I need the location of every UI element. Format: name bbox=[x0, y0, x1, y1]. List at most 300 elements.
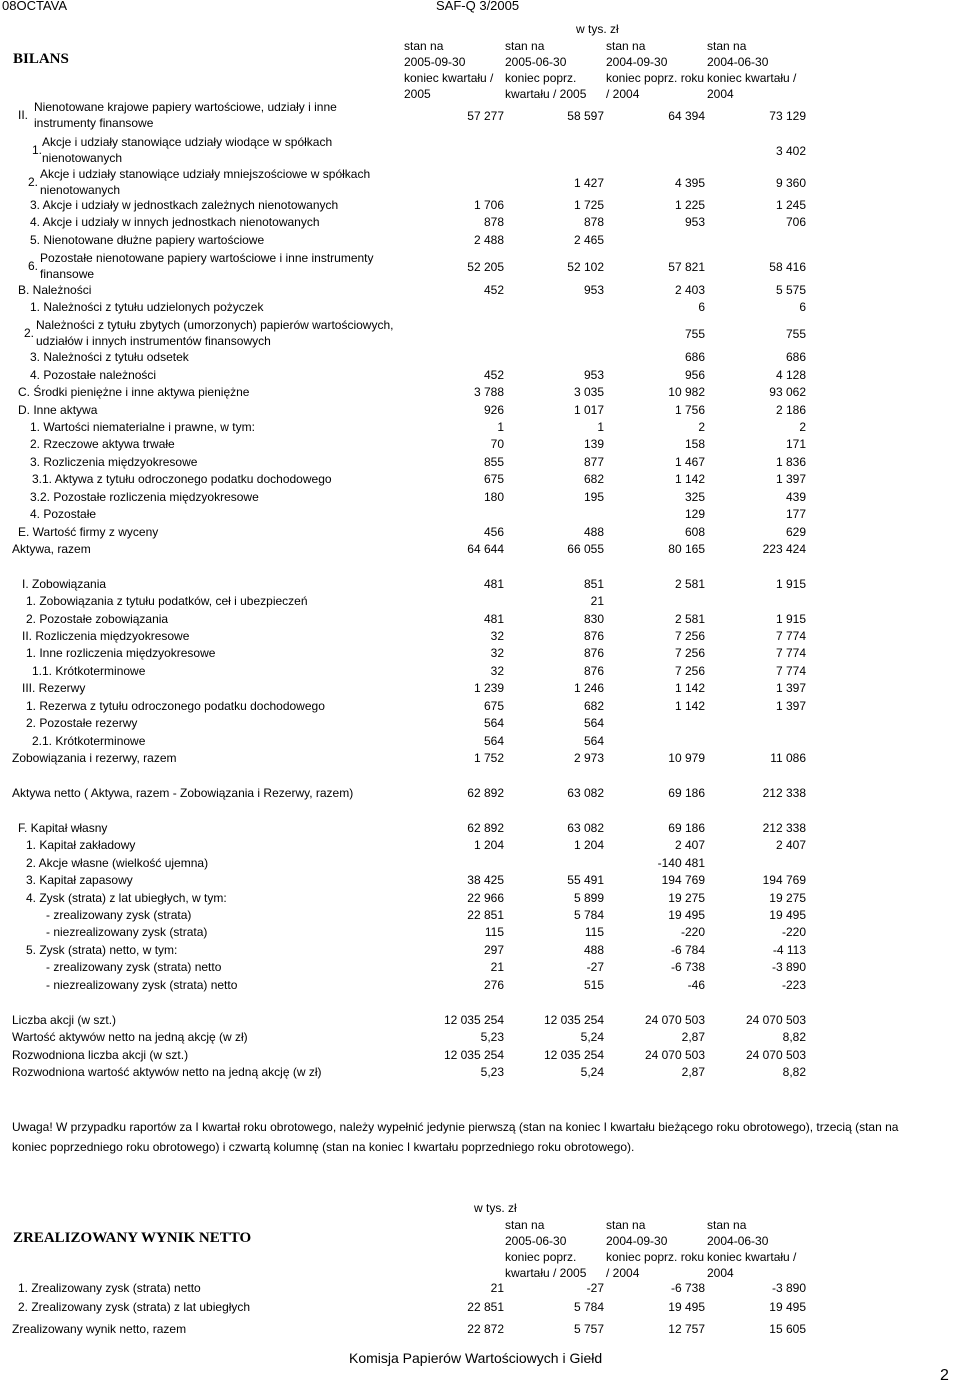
cell-value: 755 bbox=[684, 327, 705, 341]
cell-value: 7 774 bbox=[775, 629, 806, 643]
cell-value: 7 256 bbox=[674, 646, 705, 660]
table-row bbox=[0, 664, 960, 680]
table-row bbox=[0, 891, 960, 907]
cell-value: 63 082 bbox=[567, 786, 604, 800]
cell-value: 452 bbox=[483, 368, 504, 382]
table-row bbox=[0, 594, 960, 610]
cell-value: 682 bbox=[583, 699, 604, 713]
cell-value: 686 bbox=[684, 350, 705, 364]
column-header-line: koniec kwartału / bbox=[707, 71, 797, 85]
cell-value: 2 465 bbox=[573, 233, 604, 247]
row-label: 2. Zrealizowany zysk (strata) z lat ubiegłych bbox=[18, 1300, 251, 1314]
column-header-line: 2004 bbox=[707, 87, 734, 101]
row-label: 2. Pozostałe zobowiązania bbox=[26, 612, 169, 626]
cell-value: 5 575 bbox=[775, 283, 806, 297]
cell-value: 1 246 bbox=[573, 681, 604, 695]
cell-value: 1 756 bbox=[674, 403, 705, 417]
cell-value: 21 bbox=[490, 960, 504, 974]
cell-value: 2 973 bbox=[573, 751, 604, 765]
row-label: II. Rozliczenia międzyokresowe bbox=[22, 629, 190, 643]
cell-value: 2 407 bbox=[674, 838, 705, 852]
cell-value: 55 491 bbox=[567, 873, 604, 887]
cell-value: 21 bbox=[590, 594, 604, 608]
table-row bbox=[0, 100, 960, 130]
table-row bbox=[0, 734, 960, 750]
cell-value: 32 bbox=[490, 646, 504, 660]
table-row bbox=[0, 507, 960, 523]
cell-value: 755 bbox=[785, 327, 806, 341]
row-label: nienotowanych bbox=[40, 183, 121, 197]
column-header-line: / 2004 bbox=[606, 1266, 640, 1280]
cell-value: 830 bbox=[583, 612, 604, 626]
table-row bbox=[0, 167, 960, 197]
row-label: Nienotowane krajowe papiery wartościowe, udziały i inne bbox=[34, 100, 337, 114]
cell-value: 564 bbox=[483, 734, 504, 748]
column-header-line: stan na bbox=[606, 39, 646, 53]
table-row bbox=[0, 368, 960, 384]
cell-value: 855 bbox=[483, 455, 504, 469]
table-row bbox=[0, 978, 960, 994]
cell-value: 139 bbox=[583, 437, 604, 451]
row-label: Zrealizowany wynik netto, razem bbox=[12, 1322, 187, 1336]
cell-value: 2 581 bbox=[674, 577, 705, 591]
row-label: Pozostałe nienotowane papiery wartościowe i inne instrumenty bbox=[40, 251, 374, 265]
column-header-line: koniec kwartału / bbox=[707, 1250, 797, 1264]
row-label: III. Rezerwy bbox=[22, 681, 86, 695]
cell-value: 180 bbox=[483, 490, 504, 504]
row-label: 1. Inne rozliczenia międzyokresowe bbox=[26, 646, 216, 660]
cell-value: -220 bbox=[781, 925, 806, 939]
cell-value: 1 bbox=[597, 420, 604, 434]
row-label: Aktywa, razem bbox=[12, 542, 91, 556]
row-label: 2. Pozostałe rezerwy bbox=[26, 716, 138, 730]
cell-value: 1 142 bbox=[674, 681, 705, 695]
cell-value: 62 892 bbox=[467, 786, 504, 800]
cell-value: 953 bbox=[583, 283, 604, 297]
cell-value: 2 186 bbox=[775, 403, 806, 417]
cell-value: 93 062 bbox=[769, 385, 806, 399]
cell-value: 682 bbox=[583, 472, 604, 486]
cell-value: 5,23 bbox=[480, 1030, 504, 1044]
cell-value: 675 bbox=[483, 699, 504, 713]
cell-value: 1 397 bbox=[775, 699, 806, 713]
column-header-line: stan na bbox=[707, 39, 747, 53]
cell-value: 629 bbox=[785, 525, 806, 539]
cell-value: 19 275 bbox=[769, 891, 806, 905]
cell-value: 686 bbox=[785, 350, 806, 364]
table-row bbox=[0, 403, 960, 419]
row-label: Akcje i udziały stanowiące udziały wiodące w spółkach bbox=[42, 135, 333, 149]
row-label: Liczba akcji (w szt.) bbox=[12, 1013, 117, 1027]
cell-value: 158 bbox=[684, 437, 705, 451]
table-row bbox=[0, 1300, 960, 1316]
table-row bbox=[0, 716, 960, 732]
table-row bbox=[0, 681, 960, 697]
cell-value: 1 467 bbox=[674, 455, 705, 469]
row-label: nienotowanych bbox=[42, 151, 123, 165]
table-row bbox=[0, 960, 960, 976]
cell-value: 12 035 254 bbox=[443, 1013, 504, 1027]
row-label: 3.2. Pozostałe rozliczenia międzyokresowe bbox=[30, 490, 259, 504]
note-text: Uwaga! W przypadku raportów za I kwartał roku obrotowego, należy wypełnić jedynie pierwszą (stan na koniec I kwartału bieżącego roku obrotowego), trzecią (stan na koniec poprzedniego roku obrotowego) i czwartą kolumnę (stan na koniec I kwartału poprzedniego roku obrotowego). bbox=[12, 1120, 899, 1154]
cell-value: 3 788 bbox=[473, 385, 504, 399]
table-row bbox=[0, 908, 960, 924]
row-label: 4. Pozostałe należności bbox=[30, 368, 157, 382]
column-header-line: koniec poprz. bbox=[505, 1250, 577, 1264]
footer-text: Komisja Papierów Wartościowych i Giełd bbox=[349, 1350, 603, 1366]
column-header-line: koniec poprz. roku bbox=[606, 1250, 705, 1264]
column-header-line: 2004-09-30 bbox=[606, 55, 668, 69]
cell-value: -3 890 bbox=[771, 1281, 806, 1295]
cell-value: 22 851 bbox=[467, 908, 504, 922]
cell-value: 38 425 bbox=[467, 873, 504, 887]
row-label: 1. Rezerwa z tytułu odroczonego podatku dochodowego bbox=[26, 699, 325, 713]
row-label: 2. Rzeczowe aktywa trwałe bbox=[30, 437, 175, 451]
cell-value: 5,24 bbox=[580, 1030, 604, 1044]
cell-value: 12 035 254 bbox=[543, 1013, 604, 1027]
column-header-line: 2005-06-30 bbox=[505, 1234, 567, 1248]
cell-value: 8,82 bbox=[782, 1030, 806, 1044]
row-label: Zobowiązania i rezerwy, razem bbox=[12, 751, 177, 765]
cell-value: 19 495 bbox=[769, 908, 806, 922]
cell-value: 1 225 bbox=[674, 198, 705, 212]
cell-value: 1 427 bbox=[573, 176, 604, 190]
cell-value: 223 424 bbox=[762, 542, 806, 556]
table-row bbox=[0, 612, 960, 628]
cell-value: 876 bbox=[583, 629, 604, 643]
row-label: - zrealizowany zysk (strata) bbox=[46, 908, 192, 922]
cell-value: 876 bbox=[583, 664, 604, 678]
cell-value: 1 142 bbox=[674, 699, 705, 713]
cell-value: 63 082 bbox=[567, 821, 604, 835]
table-row bbox=[0, 1048, 960, 1064]
cell-value: 706 bbox=[785, 215, 806, 229]
row-label: E. Wartość firmy z wyceny bbox=[18, 525, 159, 539]
cell-value: 10 979 bbox=[668, 751, 705, 765]
column-header-line: stan na bbox=[505, 1218, 545, 1232]
cell-value: 4 395 bbox=[674, 176, 705, 190]
row-label: 5. Nienotowane dłużne papiery wartościowe bbox=[30, 233, 265, 247]
cell-value: 62 892 bbox=[467, 821, 504, 835]
cell-value: 12 035 254 bbox=[543, 1048, 604, 1062]
table-row bbox=[0, 925, 960, 941]
cell-value: 11 086 bbox=[770, 751, 806, 765]
cell-value: 608 bbox=[684, 525, 705, 539]
table-row bbox=[0, 300, 960, 316]
bilans-title: BILANS bbox=[13, 51, 69, 67]
cell-value: 2 bbox=[799, 420, 806, 434]
bilans-unit: w tys. zł bbox=[576, 22, 619, 36]
wynik-unit: w tys. zł bbox=[474, 1201, 517, 1215]
cell-value: 195 bbox=[583, 490, 604, 504]
cell-value: -140 481 bbox=[657, 856, 705, 870]
row-label: B. Należności bbox=[18, 283, 92, 297]
wynik-title: ZREALIZOWANY WYNIK NETTO bbox=[13, 1230, 252, 1246]
row-label: Rozwodniona wartość aktywów netto na jedną akcję (w zł) bbox=[12, 1065, 322, 1079]
cell-value: 115 bbox=[584, 925, 604, 939]
cell-value: 1 142 bbox=[674, 472, 705, 486]
table-row bbox=[0, 577, 960, 593]
cell-value: 926 bbox=[483, 403, 504, 417]
cell-value: 851 bbox=[583, 577, 604, 591]
cell-value: 70 bbox=[490, 437, 504, 451]
cell-value: 10 982 bbox=[668, 385, 705, 399]
row-label: 5. Zysk (strata) netto, w tym: bbox=[26, 943, 178, 957]
table-row bbox=[0, 350, 960, 366]
column-header-line: 2004-06-30 bbox=[707, 1234, 769, 1248]
cell-value: 19 275 bbox=[668, 891, 705, 905]
cell-value: 2,87 bbox=[681, 1065, 705, 1079]
column-header-line: 2005-09-30 bbox=[404, 55, 466, 69]
row-label: 1. Zrealizowany zysk (strata) netto bbox=[18, 1281, 201, 1295]
cell-value: 1 915 bbox=[775, 612, 806, 626]
row-label: 3.1. Aktywa z tytułu odroczonego podatku dochodowego bbox=[32, 472, 332, 486]
cell-value: 32 bbox=[490, 629, 504, 643]
table-row bbox=[0, 943, 960, 959]
cell-value: 58 416 bbox=[769, 260, 806, 274]
table-row bbox=[0, 699, 960, 715]
table-row bbox=[0, 821, 960, 837]
table-row bbox=[0, 472, 960, 488]
cell-value: 1 706 bbox=[473, 198, 504, 212]
cell-value: 22 851 bbox=[467, 1300, 504, 1314]
cell-value: 22 966 bbox=[467, 891, 504, 905]
cell-value: 7 256 bbox=[674, 629, 705, 643]
cell-value: 69 186 bbox=[668, 821, 705, 835]
cell-value: 515 bbox=[583, 978, 604, 992]
table-row bbox=[0, 251, 960, 281]
column-header-line: kwartału / 2005 bbox=[505, 87, 587, 101]
column-header-line: 2004 bbox=[707, 1266, 734, 1280]
cell-value: 64 394 bbox=[668, 109, 705, 123]
cell-value: 488 bbox=[583, 525, 604, 539]
column-header-line: stan na bbox=[707, 1218, 747, 1232]
table-row bbox=[0, 283, 960, 299]
row-label: Aktywa netto ( Aktywa, razem - Zobowiązania i Rezerwy, razem) bbox=[12, 786, 354, 800]
row-label: 2.1. Krótkoterminowe bbox=[32, 734, 146, 748]
cell-value: 73 129 bbox=[769, 109, 806, 123]
cell-value: 481 bbox=[483, 577, 504, 591]
row-label: 1. Należności z tytułu udzielonych pożyczek bbox=[30, 300, 264, 314]
cell-value: 481 bbox=[483, 612, 504, 626]
table-row bbox=[0, 1030, 960, 1046]
column-header-line: 2005 bbox=[404, 87, 431, 101]
cell-value: 439 bbox=[785, 490, 806, 504]
cell-value: 456 bbox=[483, 525, 504, 539]
row-label: 2. Akcje własne (wielkość ujemna) bbox=[26, 856, 209, 870]
table-row bbox=[0, 233, 960, 249]
cell-value: 5 899 bbox=[573, 891, 604, 905]
row-label: C. Środki pieniężne i inne aktywa pieniężne bbox=[18, 385, 250, 399]
cell-value: 877 bbox=[583, 455, 604, 469]
cell-value: 1 915 bbox=[775, 577, 806, 591]
page-number: 2 bbox=[940, 1367, 949, 1384]
cell-value: 19 495 bbox=[668, 1300, 705, 1314]
cell-value: 66 055 bbox=[567, 542, 604, 556]
cell-value: 5,24 bbox=[580, 1065, 604, 1079]
cell-value: 2 407 bbox=[775, 838, 806, 852]
row-label: 3. Akcje i udziały w jednostkach zależnych nienotowanych bbox=[30, 198, 339, 212]
table-row bbox=[0, 525, 960, 541]
cell-value: -46 bbox=[687, 978, 705, 992]
table-row bbox=[0, 838, 960, 854]
table-row bbox=[0, 629, 960, 645]
table-row bbox=[0, 198, 960, 214]
table-row bbox=[0, 490, 960, 506]
table-row bbox=[0, 646, 960, 662]
cell-value: 177 bbox=[785, 507, 806, 521]
column-header-line: 2004-09-30 bbox=[606, 1234, 668, 1248]
cell-value: 3 035 bbox=[573, 385, 604, 399]
table-row bbox=[0, 1013, 960, 1029]
cell-value: 876 bbox=[583, 646, 604, 660]
table-row bbox=[0, 437, 960, 453]
cell-value: -6 738 bbox=[670, 960, 705, 974]
cell-value: 58 597 bbox=[567, 109, 604, 123]
cell-value: 12 757 bbox=[668, 1322, 705, 1336]
row-label: 4. Akcje i udziały w innych jednostkach nienotowanych bbox=[30, 215, 320, 229]
cell-value: 22 872 bbox=[467, 1322, 504, 1336]
cell-value: -27 bbox=[586, 1281, 604, 1295]
row-number: 6. bbox=[28, 259, 39, 273]
row-label: I. Zobowiązania bbox=[22, 577, 107, 591]
cell-value: 8,82 bbox=[782, 1065, 806, 1079]
cell-value: -3 890 bbox=[771, 960, 806, 974]
cell-value: -220 bbox=[680, 925, 705, 939]
cell-value: 12 035 254 bbox=[443, 1048, 504, 1062]
cell-value: 69 186 bbox=[668, 786, 705, 800]
row-label: 1. Kapitał zakładowy bbox=[26, 838, 136, 852]
table-row bbox=[0, 856, 960, 872]
row-label: - zrealizowany zysk (strata) netto bbox=[46, 960, 222, 974]
table-row bbox=[0, 455, 960, 471]
column-header-line: 2004-06-30 bbox=[707, 55, 769, 69]
cell-value: 64 644 bbox=[467, 542, 504, 556]
cell-value: 57 821 bbox=[668, 260, 705, 274]
cell-value: 5 784 bbox=[573, 908, 604, 922]
row-label: Należności z tytułu zbytych (umorzonych) papierów wartościowych, bbox=[36, 318, 394, 332]
cell-value: 4 128 bbox=[775, 368, 806, 382]
cell-value: 194 769 bbox=[762, 873, 806, 887]
cell-value: 5,23 bbox=[480, 1065, 504, 1079]
cell-value: 24 070 503 bbox=[644, 1013, 705, 1027]
row-label: - niezrealizowany zysk (strata) bbox=[46, 925, 208, 939]
cell-value: 2 488 bbox=[473, 233, 504, 247]
cell-value: 956 bbox=[684, 368, 705, 382]
cell-value: 2 581 bbox=[674, 612, 705, 626]
table-row bbox=[0, 786, 960, 802]
column-header-line: koniec poprz. roku bbox=[606, 71, 705, 85]
cell-value: 1 397 bbox=[775, 472, 806, 486]
cell-value: 1 017 bbox=[573, 403, 604, 417]
cell-value: 24 070 503 bbox=[745, 1013, 806, 1027]
cell-value: 953 bbox=[583, 368, 604, 382]
table-row bbox=[0, 1322, 960, 1338]
cell-value: 1 725 bbox=[573, 198, 604, 212]
column-header-line: stan na bbox=[606, 1218, 646, 1232]
cell-value: 1 239 bbox=[473, 681, 504, 695]
cell-value: 452 bbox=[483, 283, 504, 297]
column-header-line: koniec kwartału / bbox=[404, 71, 494, 85]
cell-value: 953 bbox=[684, 215, 705, 229]
cell-value: 1 245 bbox=[775, 198, 806, 212]
table-row bbox=[0, 1281, 960, 1297]
row-label: 3. Kapitał zapasowy bbox=[26, 873, 133, 887]
cell-value: 5 784 bbox=[573, 1300, 604, 1314]
row-number: II. bbox=[18, 108, 29, 122]
cell-value: 6 bbox=[698, 300, 705, 314]
row-label: 3. Rozliczenia międzyokresowe bbox=[30, 455, 198, 469]
cell-value: 1 bbox=[497, 420, 504, 434]
cell-value: 1 752 bbox=[473, 751, 504, 765]
table-row bbox=[0, 1065, 960, 1081]
table-row bbox=[0, 420, 960, 436]
column-header-line: 2005-06-30 bbox=[505, 55, 567, 69]
cell-value: 878 bbox=[483, 215, 504, 229]
cell-value: 2 403 bbox=[674, 283, 705, 297]
cell-value: 212 338 bbox=[762, 786, 806, 800]
cell-value: 325 bbox=[684, 490, 705, 504]
row-label: finansowe bbox=[40, 267, 95, 281]
cell-value: 19 495 bbox=[769, 1300, 806, 1314]
cell-value: 6 bbox=[799, 300, 806, 314]
cell-value: 7 256 bbox=[674, 664, 705, 678]
cell-value: -27 bbox=[586, 960, 604, 974]
cell-value: -6 738 bbox=[670, 1281, 705, 1295]
row-label: instrumenty finansowe bbox=[34, 116, 154, 130]
row-label: 1. Zobowiązania z tytułu podatków, ceł i ubezpieczeń bbox=[26, 594, 308, 608]
cell-value: -223 bbox=[781, 978, 806, 992]
cell-value: 9 360 bbox=[775, 176, 806, 190]
cell-value: 52 205 bbox=[467, 260, 504, 274]
cell-value: 564 bbox=[583, 716, 604, 730]
row-label: 4. Pozostałe bbox=[30, 507, 97, 521]
row-label: Rozwodniona liczba akcji (w szt.) bbox=[12, 1048, 189, 1062]
column-header-line: stan na bbox=[404, 39, 444, 53]
column-header-line: stan na bbox=[505, 39, 545, 53]
cell-value: 19 495 bbox=[668, 908, 705, 922]
cell-value: 2 bbox=[698, 420, 705, 434]
table-row bbox=[0, 318, 960, 348]
cell-value: 21 bbox=[490, 1281, 504, 1295]
cell-value: 488 bbox=[583, 943, 604, 957]
cell-value: 15 605 bbox=[769, 1322, 806, 1336]
cell-value: 129 bbox=[684, 507, 705, 521]
cell-value: 194 769 bbox=[661, 873, 705, 887]
cell-value: 1 397 bbox=[775, 681, 806, 695]
cell-value: 2,87 bbox=[681, 1030, 705, 1044]
row-label: 1. Wartości niematerialne i prawne, w tym: bbox=[30, 420, 255, 434]
column-header-line: / 2004 bbox=[606, 87, 640, 101]
cell-value: 1 836 bbox=[775, 455, 806, 469]
cell-value: 297 bbox=[483, 943, 504, 957]
cell-value: 3 402 bbox=[775, 144, 806, 158]
row-label: - niezrealizowany zysk (strata) netto bbox=[46, 978, 238, 992]
row-label: F. Kapitał własny bbox=[18, 821, 108, 835]
table-row bbox=[0, 751, 960, 767]
column-header-line: kwartału / 2005 bbox=[505, 1266, 587, 1280]
cell-value: 1 204 bbox=[473, 838, 504, 852]
cell-value: -4 113 bbox=[772, 943, 806, 957]
table-row bbox=[0, 215, 960, 231]
row-number: 2. bbox=[28, 175, 39, 189]
row-label: Akcje i udziały stanowiące udziały mniejszościowe w spółkach bbox=[40, 167, 371, 181]
table-row bbox=[0, 542, 960, 558]
cell-value: 878 bbox=[583, 215, 604, 229]
cell-value: 7 774 bbox=[775, 664, 806, 678]
row-label: 3. Należności z tytułu odsetek bbox=[30, 350, 189, 364]
cell-value: 52 102 bbox=[567, 260, 604, 274]
